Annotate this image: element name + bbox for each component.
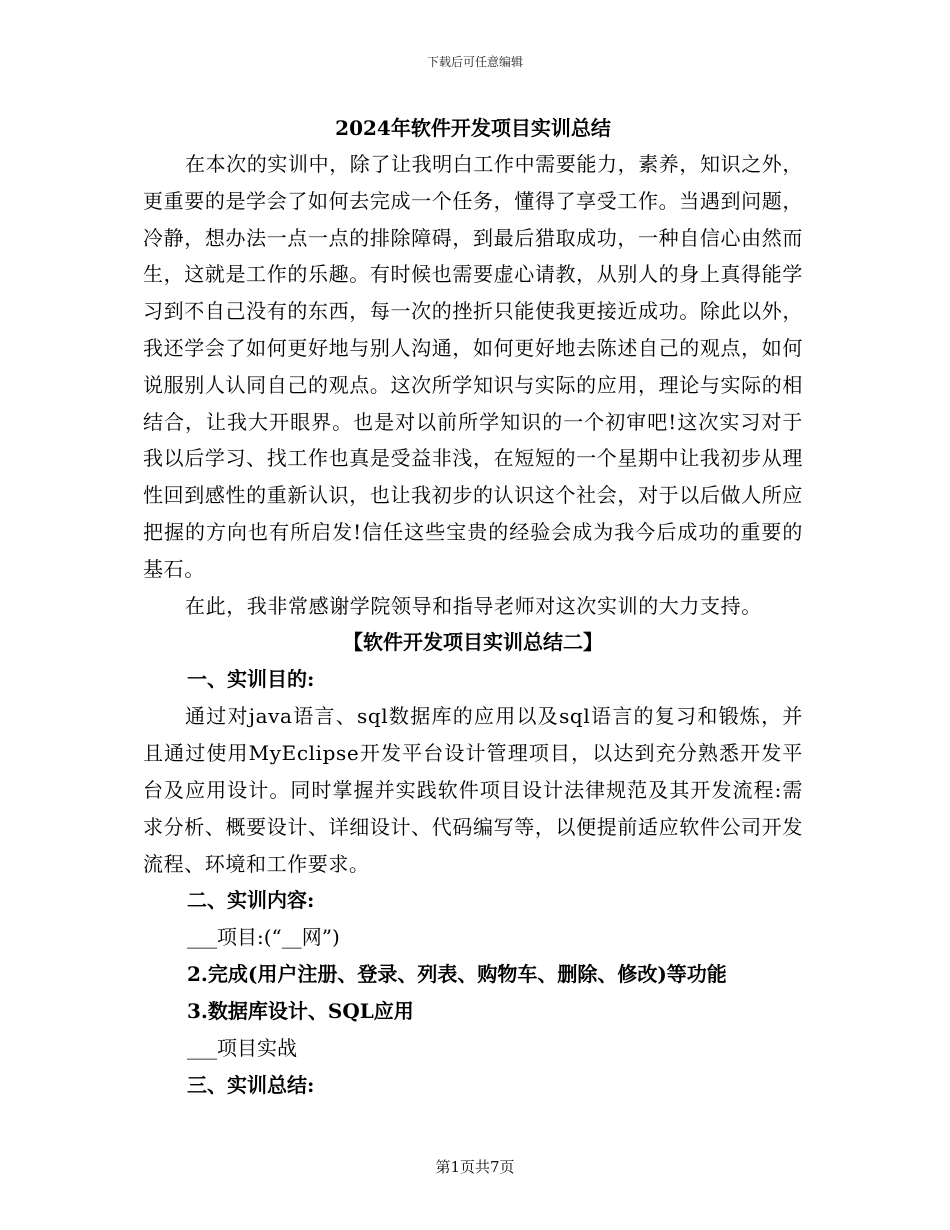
paragraph-summary: 在本次的实训中，除了让我明白工作中需要能力，素养，知识之外，更重要的是学会了如何去完成一个任务，懂得了享受工作。当遇到问题，冷静，想办法一点一点的排除障碍，到最后猎取成功，一种自信心由然而生，这就是工作的乐趣。有时候也需要虚心请教，从别人的身上真得能学习到不自己没有的东西，每一次的挫折只能使我更接近成功。除此以外，我还学会了如何更好地与别人沟通，如何更好地去陈述自己的观点，如何说服别人认同自己的观点。这次所学知识与实际的应用，理论与实际的相结合，让我大开眼界。也是对以前所学知识的一个初审吧!这次实习对于我以后学习、找工作也真是受益非浅，在短短的一个星期中让我初步从理性回到感性的重新认识，也让我初步的认识这个社会，对于以后做人所应把握的方向也有所启发!信任这些宝贵的经验会成为我今后成功的重要的基石。 bbox=[143, 152, 803, 581]
paragraph-thanks: 在此，我非常感谢学院领导和指导老师对这次实训的大力支持。 bbox=[185, 593, 762, 618]
heading-training-summary: 三、实训总结: bbox=[187, 1073, 315, 1098]
paragraph-purpose: 通过对java语言、sql数据库的应用以及sql语言的复习和锻炼，并且通过使用MyEclipse开发平台设计管理项目，以达到充分熟悉开发平台及应用设计。同时掌握并实践软件项目设计法律规范及其开发流程:需求分析、概要设计、详细设计、代码编写等，以便提前适应软件公司开发流程、环境和工作要求。 bbox=[143, 704, 803, 876]
list-item-features: 2.完成(用户注册、登录、列表、购物车、删除、修改)等功能 bbox=[187, 962, 727, 987]
heading-training-purpose: 一、实训目的: bbox=[187, 667, 315, 692]
page-number: 第1页共7页 bbox=[435, 1158, 515, 1176]
list-item-practice: ___项目实战 bbox=[187, 1036, 297, 1061]
page-header-note: 下载后可任意编辑 bbox=[426, 55, 523, 69]
list-item-project: ___项目:(“__网”) bbox=[187, 925, 340, 950]
list-item-database: 3.数据库设计、SQL应用 bbox=[187, 999, 414, 1024]
document-body bbox=[143, 110, 803, 1104]
document-title: 2024年软件开发项目实训总结 bbox=[335, 116, 611, 140]
heading-training-content: 二、实训内容: bbox=[187, 888, 315, 913]
section-two-title: 【软件开发项目实训总结二】 bbox=[343, 630, 603, 655]
